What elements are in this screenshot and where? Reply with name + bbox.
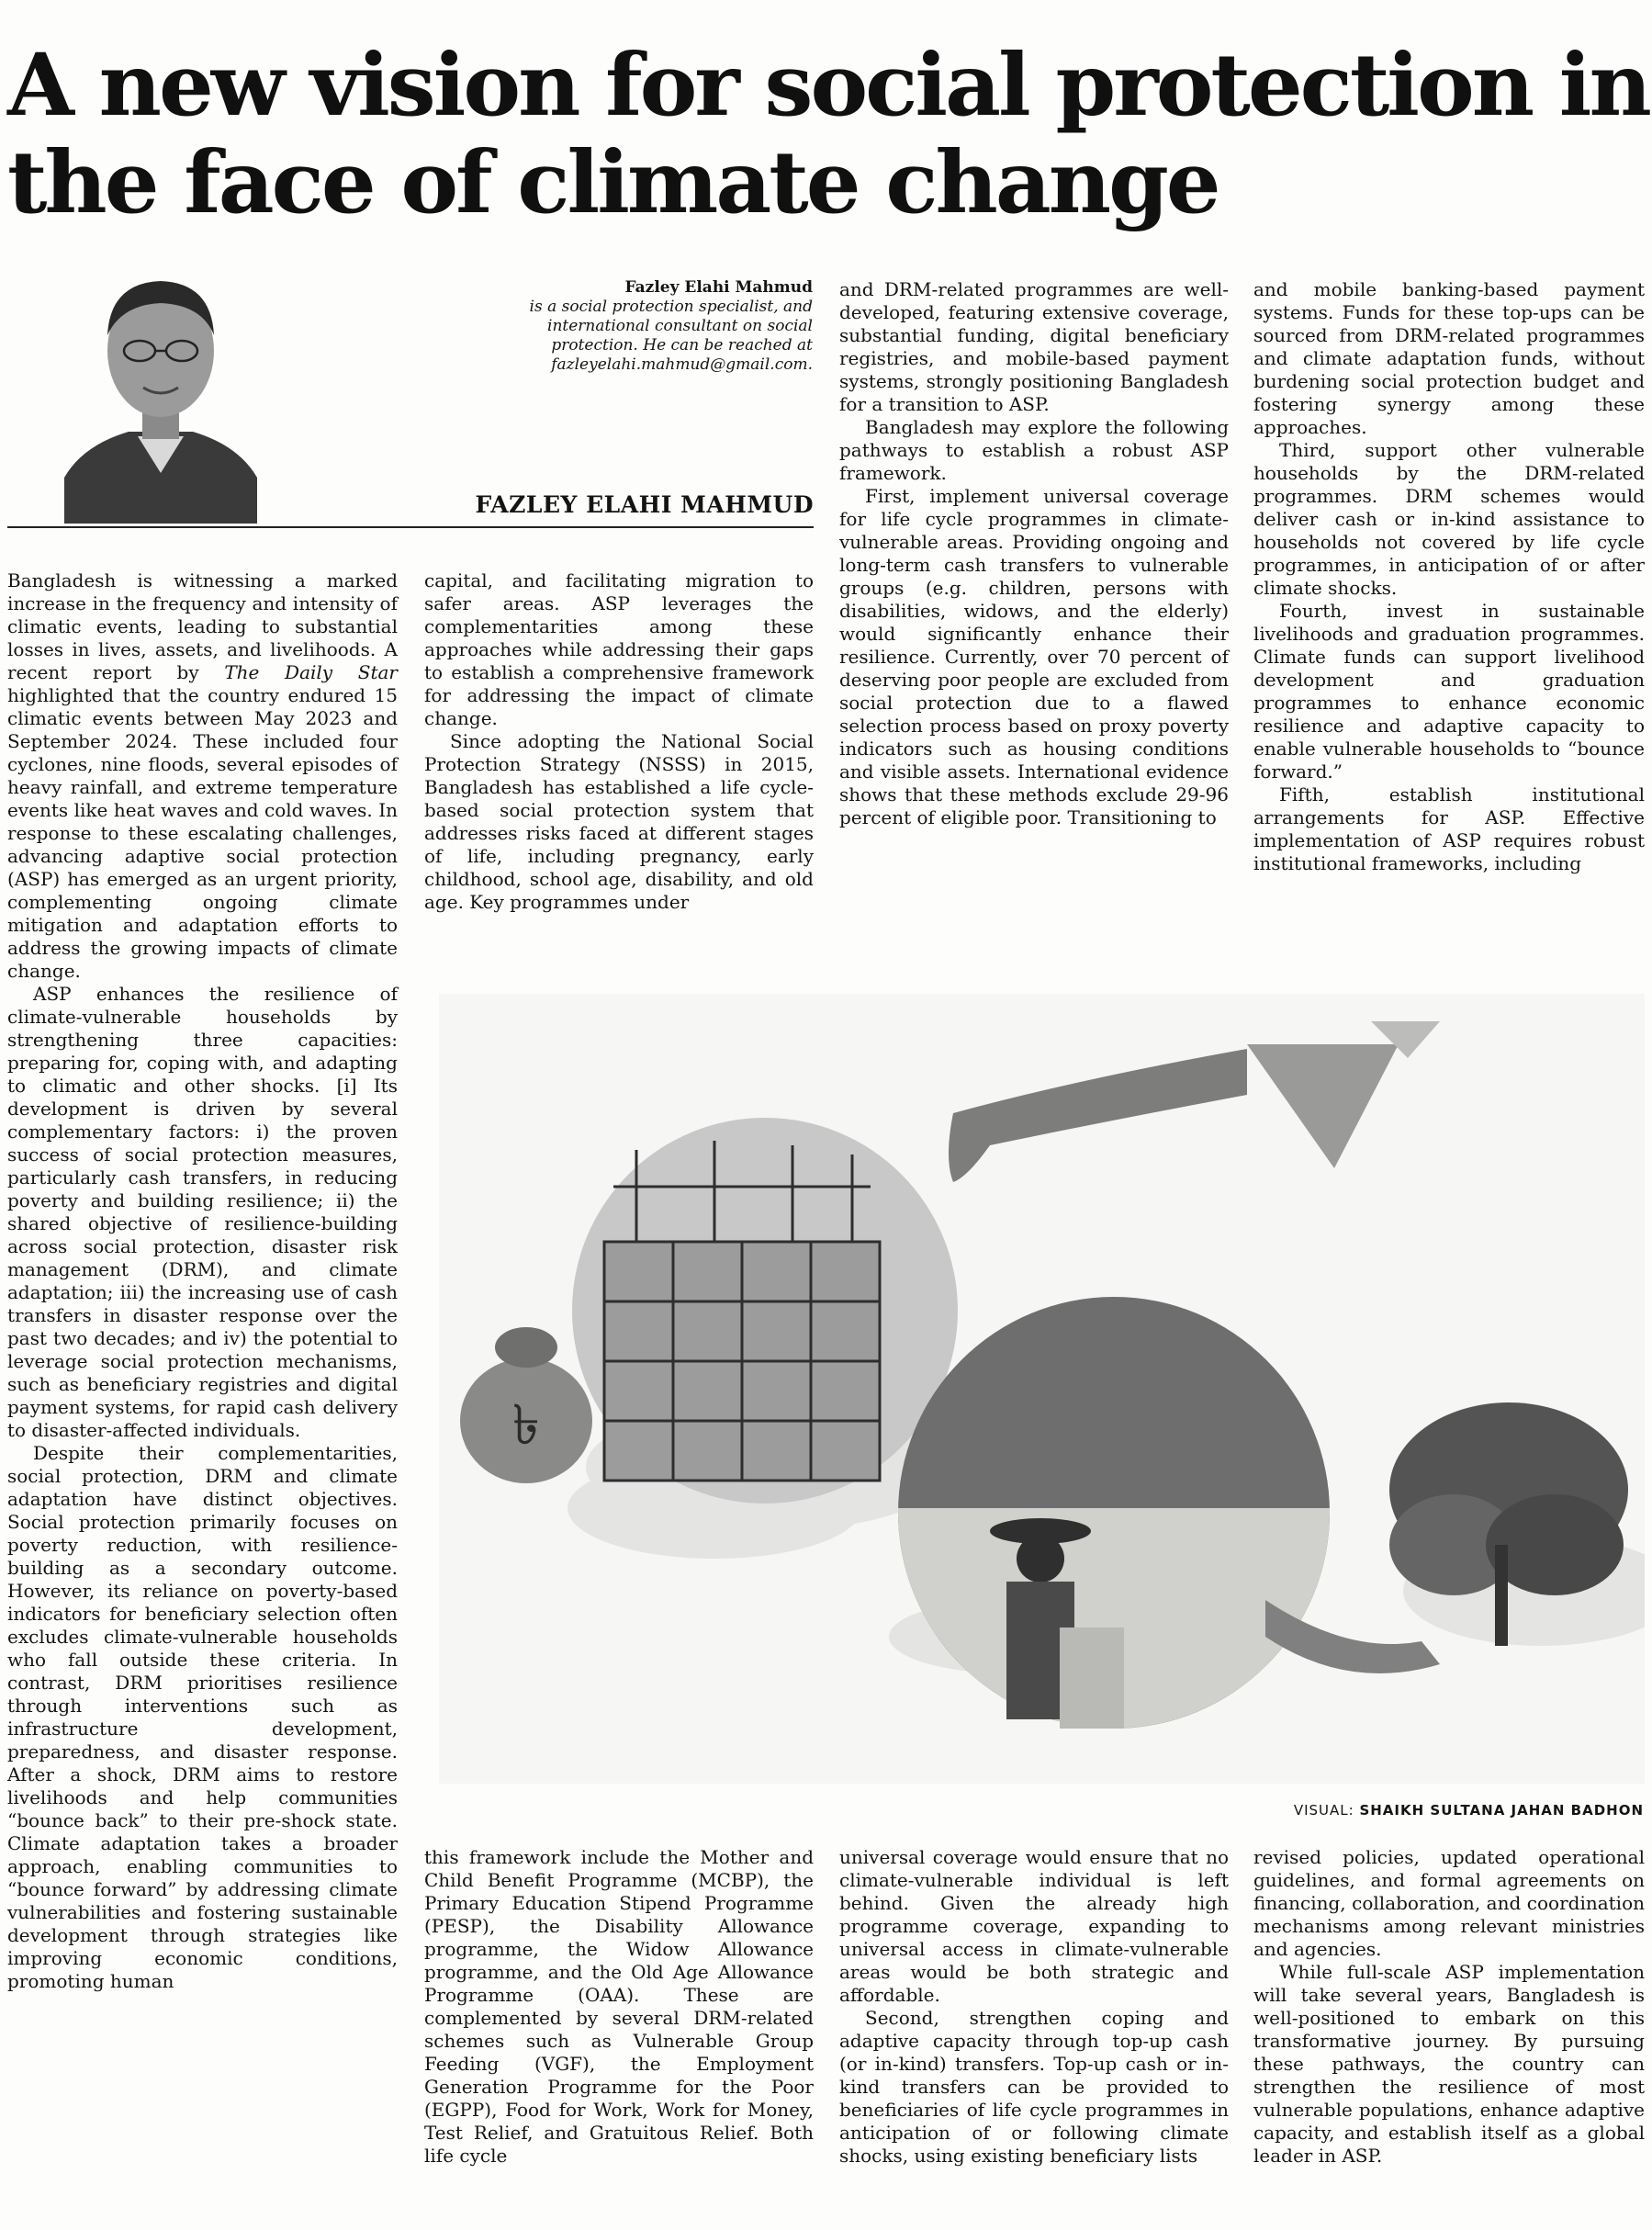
paragraph: Fourth, invest in sustainable livelihoods and graduation programmes. Climate funds can support livelihood development and graduation programmes to enhance economic resilience and adaptive capacity to enable vulnerable households to “bounce forward.”: [1253, 600, 1645, 783]
paragraph: revised policies, updated operational guidelines, and formal agreements on financing, collaboration, and coordination mechanisms among relevant ministries and agencies.: [1253, 1846, 1645, 1960]
author-name: Fazley Elahi Mahmud: [624, 278, 813, 297]
article-column-2-bottom: [424, 1846, 814, 2168]
paragraph: universal coverage would ensure that no climate-vulnerable individual is left behind. Given the already high programme coverage, expanding to universal access in climate-vulnerable areas would be both strategic and affordable.: [839, 1846, 1229, 2006]
article-column-4-top: [1253, 278, 1645, 875]
paragraph: First, implement universal coverage for life cycle programmes in climate-vulnerable areas. Providing ongoing and long-term cash transfers to vulnerable groups (e.g. children, persons with disabilities, widows, and the elderly) would significantly enhance their resilience. Currently, over 70 percent of deserving poor people are excluded from social protection due to a flawed selection process based on proxy poverty indicators such as housing conditions and visible assets. International evidence shows that these methods exclude 29-96 percent of eligible poor. Transitioning to: [839, 485, 1229, 828]
article-column-3-bottom: [839, 1846, 1229, 2168]
paragraph: ASP enhances the resilience of climate-vulnerable households by strengthening three capacities: preparing for, coping with, and adapting to climatic and other shocks. [i] Its development is driven by several complementary factors: i) the proven success of social protection measures, particularly cash transfers, in reducing poverty and building resilience; ii) the shared objective of resilience-building across social protection, disaster risk management (DRM), and climate adaptation; iii) the increasing use of cash transfers in disaster response over the past two decades; and iv) the potential to leverage social protection mechanisms, such as beneficiary registries and digital payment systems, for rapid cash delivery to disaster-affected individuals.: [7, 983, 398, 1441]
author-portrait: [64, 248, 257, 524]
paragraph: and mobile banking-based payment systems. Funds for these top-ups can be sourced from DRM-related programmes and climate adaptation funds, without burdening social protection budget and fostering synergy among these approaches.: [1253, 278, 1645, 438]
paragraph: Despite their complementarities, social protection, DRM and climate adaptation have distinct objectives. Social protection primarily focuses on poverty reduction, with resilience-building as a secondary outcome. However, its reliance on poverty-based indicators for beneficiary selection often excludes climate-vulnerable households who fall outside these criteria. In contrast, DRM prioritises resilience through interventions such as infrastructure development, preparedness, and disaster response. After a shock, DRM aims to restore livelihoods and help communities “bounce back” to their pre-shock state. Climate adaptation takes a broader approach, enabling communities to “bounce forward” by addressing climate vulnerabilities and fostering sustainable development through strategies like improving economic conditions, promoting human: [7, 1442, 398, 1992]
article-column-2-top: [424, 569, 814, 914]
article-column-4-bottom: [1253, 1846, 1645, 2168]
paragraph: While full-scale ASP implementation will take several years, Bangladesh is well-positioned to embark on this transformative journey. By pursuing these pathways, the country can strengthen the resilience of most vulnerable populations, enhance adaptive capacity, and establish itself as a global leader in ASP.: [1253, 1961, 1645, 2167]
paragraph: Bangladesh is witnessing a marked increase in the frequency and intensity of climatic events, leading to substantial losses in lives, assets, and livelihoods. A recent report by The Daily Star highlighted that the country endured 15 climatic events between May 2023 and September 2024. These included four cyclones, nine floods, several episodes of heavy rainfall, and extreme temperature events like heat waves and cold waves. In response to these escalating challenges, advancing adaptive social protection (ASP) has emerged as an urgent priority, complementing ongoing climate mitigation and adaptation efforts to address the growing impacts of climate change.: [7, 569, 398, 982]
article-column-1: [7, 569, 398, 1993]
paragraph: Bangladesh may explore the following pathways to establish a robust ASP framework.: [839, 416, 1229, 484]
paragraph: this framework include the Mother and Child Benefit Programme (MCBP), the Primary Education Stipend Programme (PESP), the Disability Allowance programme, the Widow Allowance programme, and the Old Age Allowance Programme (OAA). These are complemented by several DRM-related schemes such as Vulnerable Group Feeding (VGF), the Employment Generation Programme for the Poor (EGPP), Food for Work, Work for Money, Test Relief, and Gratuitous Relief. Both life cycle: [424, 1846, 814, 2167]
illustration: [439, 994, 1645, 1784]
author-note: [468, 278, 813, 375]
article-column-3-top: [839, 278, 1229, 829]
paragraph: Second, strengthen coping and adaptive capacity through top-up cash (or in-kind) transfers. Top-up cash or in-kind transfers can be provided to beneficiaries of life cycle programmes in anticipation of or following climate shocks, using existing beneficiary lists: [839, 2007, 1229, 2167]
author-bio: is a social protection specialist, and international consultant on social protection. He can be reached at fazleyelahi.mahmud@gmail.com.: [529, 298, 813, 374]
paragraph: Since adopting the National Social Protection Strategy (NSSS) in 2015, Bangladesh has established a life cycle-based social protection system that addresses risks faced at different stages of life, including pregnancy, early childhood, school age, disability, and old age. Key programmes under: [424, 730, 814, 913]
paragraph: Third, support other vulnerable households by the DRM-related programmes. DRM schemes would deliver cash or in-kind assistance to households not covered by life cycle programmes, in anticipation of or after climate shocks.: [1253, 439, 1645, 599]
paragraph: and DRM-related programmes are well-developed, featuring extensive coverage, substantial funding, digital beneficiary registries, and mobile-based payment systems, strongly positioning Bangladesh for a transition to ASP.: [839, 278, 1229, 415]
publication-name: The Daily Star: [224, 661, 398, 683]
paragraph: Fifth, establish institutional arrangements for ASP. Effective implementation of ASP requires robust institutional frameworks, including: [1253, 783, 1645, 874]
paragraph: capital, and facilitating migration to safer areas. ASP leverages the complementarities among these approaches while addressing their gaps to establish a comprehensive framework for addressing the impact of climate change.: [424, 569, 814, 729]
headline: A new vision for social protection in the face of climate change: [7, 35, 1649, 233]
image-credit: VISUAL: SHAIKH SULTANA JAHAN BADHON: [1293, 1802, 1644, 1819]
byline: FAZLEY ELAHI MAHMUD: [7, 491, 814, 528]
svg-text:৳: ৳: [512, 1393, 540, 1458]
